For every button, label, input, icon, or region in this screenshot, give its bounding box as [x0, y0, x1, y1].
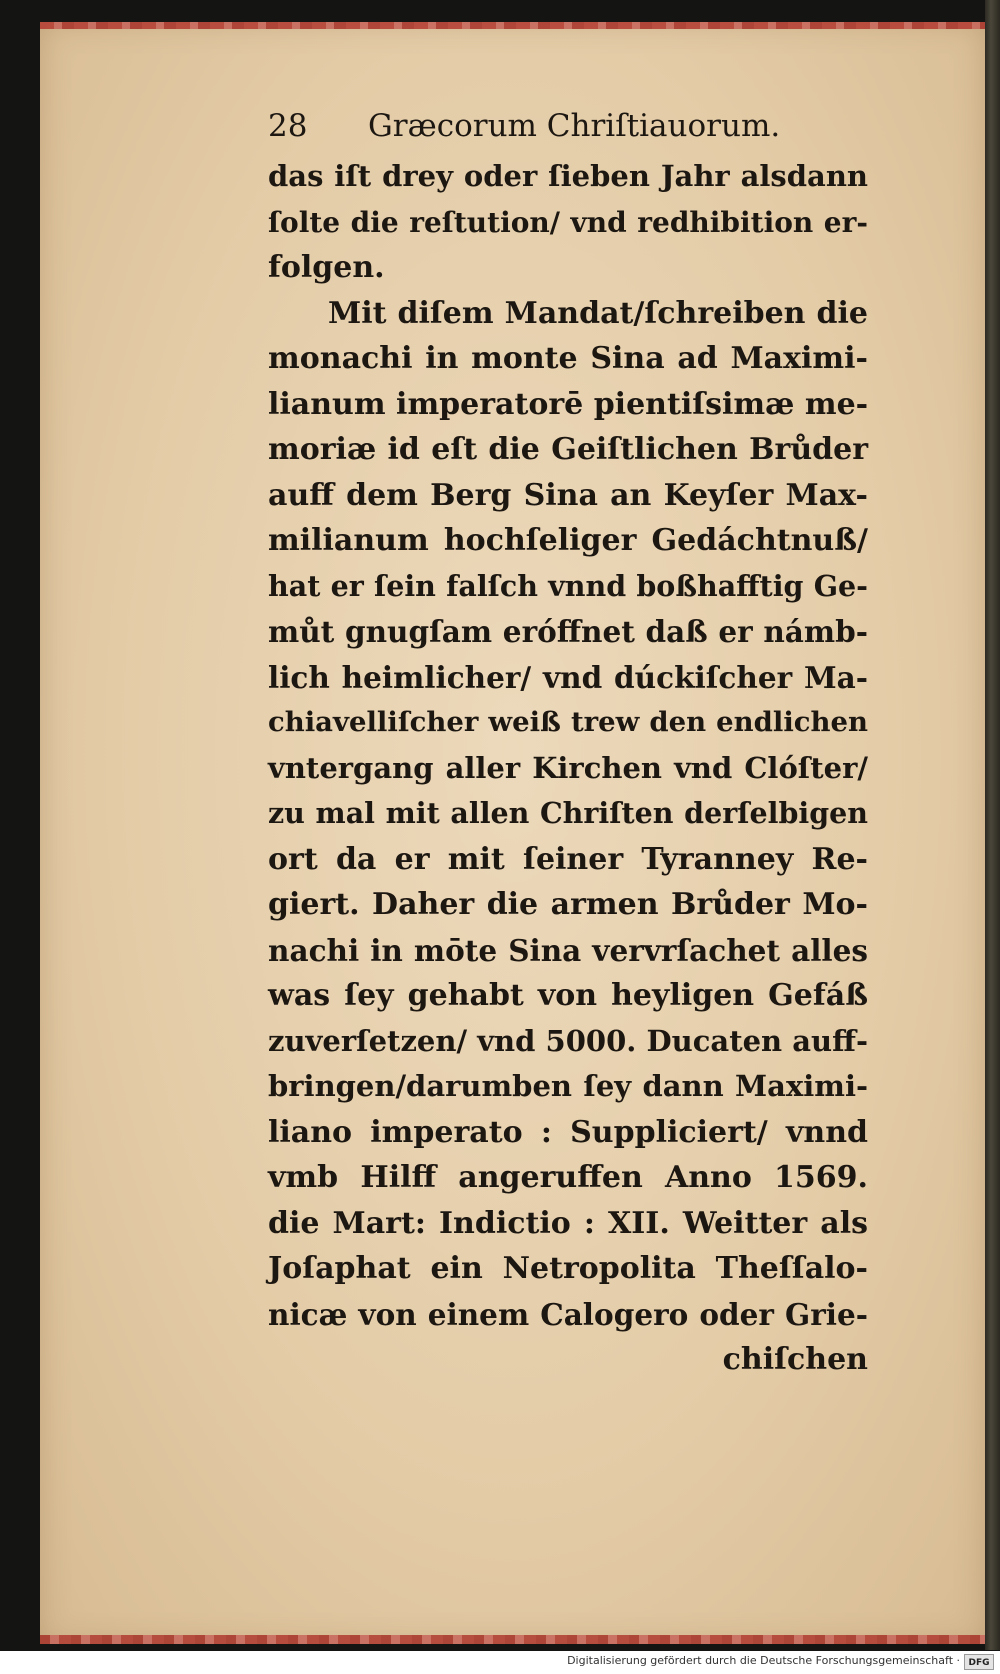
text-line: Mit diſem Mandat/ſchreiben die	[328, 295, 868, 331]
text-line: zuverſetzen/ vnd 5000. Ducaten auff-	[268, 1023, 868, 1058]
text-line: auff dem Berg Sina an Keyſer Max-	[268, 477, 868, 513]
text-line: giert. Daher die armen Brůder Mo-	[268, 887, 868, 922]
red-page-edge-top	[40, 22, 985, 29]
body-text	[268, 154, 868, 1383]
text-line: milianum hochſeliger Gedáchtnuß/	[268, 523, 868, 558]
text-line: das iſt drey oder ſieben Jahr alsdann	[268, 159, 868, 193]
text-line: vntergang aller Kirchen vnd Clóſter/	[268, 750, 868, 785]
text-line: bringen/darumben ſey dann Maximi-	[268, 1069, 868, 1103]
text-line: moriæ id eſt die Geiſtlichen Brůder	[268, 432, 868, 467]
text-line: chiavelliſcher weiß trew den endlichen	[268, 706, 868, 738]
text-line: folgen.	[268, 250, 385, 285]
text-line: Joſaphat ein Netropolita Theſſalo-	[268, 1251, 868, 1286]
text-line: ſolte die reſtution/ vnd redhibition er-	[268, 205, 868, 239]
text-line: vmb Hilff angeruffen Anno 1569.	[268, 1160, 868, 1195]
text-line: lich heimlicher/ vnd dúckiſcher Ma-	[268, 659, 868, 695]
text-line: nachi in mōte Sina vervrſachet alles	[268, 932, 868, 968]
text-line: zu mal mit allen Chriſten derſelbigen	[268, 796, 868, 830]
text-line: ort da er mit ſeiner Tyranney Re-	[268, 841, 868, 877]
red-page-edge-bottom	[40, 1635, 985, 1644]
text-line: nicæ von einem Calogero oder Grie-	[268, 1296, 868, 1332]
text-line: lianum imperatorē pientiſsimæ me-	[268, 386, 869, 422]
text-line: hat er ſein falſch vnnd boßhafftig Ge-	[268, 568, 868, 603]
digitization-footer	[0, 1651, 1000, 1674]
text-line: was ſey gehabt von heyligen Gefáß	[268, 978, 868, 1013]
text-block	[268, 100, 868, 1383]
catchword: chiſchen	[722, 1342, 868, 1377]
dfg-logo-icon: DFG	[964, 1654, 994, 1670]
funding-notice: Digitalisierung gefördert durch die Deutsche Forschungsgemeinschaft ·	[567, 1654, 960, 1667]
text-line: monachi in monte Sina ad Maximi-	[268, 341, 868, 376]
text-line: můt gnugſam eróffnet daß er námb-	[268, 614, 868, 649]
running-head-title: Græcorum Chriſtiauorum.	[368, 108, 781, 144]
book-spine	[985, 0, 1000, 1650]
page-number: 28	[268, 108, 308, 144]
text-line: die Mart: Indictio : XII. Weitter als	[268, 1205, 868, 1241]
text-line: liano imperato : Suppliciert/ vnnd	[268, 1114, 868, 1150]
book-page	[40, 22, 985, 1644]
running-head	[268, 100, 868, 152]
